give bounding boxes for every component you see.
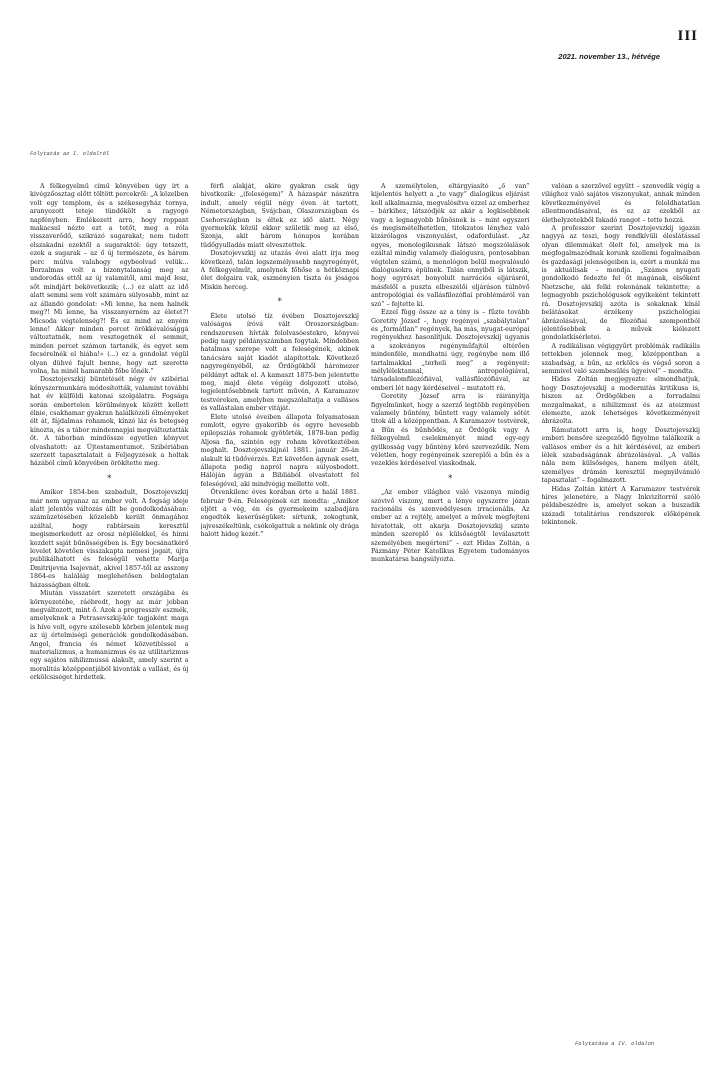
paragraph: Miután visszatért szeretett országába és környezetébe, ráébredt, hogy az már jobban megváltozott, mint ő. Azok a progresszív eszmék, amelyeknek a Petrasevszkij-kör tagjaként maga is híve volt, egyre szélesebb körben jelentek meg az új értelmiségi generációk gondolkodásában. Angol, francia és német közvetítéssel a materializmus, a humanizmus és az utilitarizmus egy sajátos nihilizmussá alakult, amely szerint a moralitás középpontjából kivonták a vallást, és új erkölcsiséget hirdettek.	[30, 590, 189, 682]
paragraph: Hidas Zoltán megjegyezte: elmondhatjuk, hogy Dosztojevszkij a modernitás kritikusa is, hiszen az Ördögökben a forradalmi mozgalmakat, a nihilizmust és az ateizmust elemezte, azok lehetséges következményeit ábrázolta.	[541, 376, 700, 426]
paragraph: férfi alakját, akire gyakran csak úgy hivatkozik: „(feleségem)” A házaspár nászútra indult, amely végül négy éven át tartott, Németországban, Svájcban, Olaszországban és Csehországban is éltek ez idő alatt. Négy gyermekük közül ekkor születik meg az első, Szonja, akit három hónapos korában tüdőgyulladás miatt elvesztettek.	[200, 183, 359, 249]
paragraph: Goretity József arra is ráirányítja figyelmünket, hogy a szerző legtöbb regényében valamely bűntény, bűntett vagy valamely sötét titok áll a középpontban. A Karamazov testvérek, a Bűn és bűnhődés, az Ördögök vagy A félkegyelmű cselekményét mind egy-egy gyilkosság vagy bűntény köré szerveződik. Nem véletlen, hogy regényeinek szereplői a bűn és a vezeklés kérdéseivel viaskodnak.	[371, 393, 530, 468]
paragraph: Amikor 1854-ben szabadult, Dosztojevszkij már nem ugyanaz az ember volt. A fogság ideje alatt jelentős változás állt be gondolkodásában: számüzetésében közelebb került önmagához azáltal, hogy rabtársain keresztül megismerkedett az orosz néplélekkel, és hinni kezdett saját bűnösségében is. Egy bocsánatkérő levelet követően visszakapta nemesi jogait, újra publikálhatott és feleségül vehette Marija Dmitrijevna Isajevnát, akivel 1857-től az asszony 1864-es haláláig meglehetősen boldogtalan házasságban éltek.	[30, 489, 189, 589]
continued-to-note: Folytatása a IV. oldalon	[575, 1040, 655, 1047]
paragraph: Hidas Zoltán kitért A Karamazov testvérek híres jelenetére, a Nagy Inkvizítorról szóló példabeszédre is, amelyet sokan a huszadik századi totalitárius rendszerek előképének tekintenek.	[541, 485, 700, 527]
section-separator: *	[448, 473, 453, 483]
article-body	[30, 183, 700, 1035]
paragraph: Dosztojevszkij büntetését négy év szibériai kényszermunkára módosították, valamint további hat év külföldi katonai szolgálatra. Fogsága során embertelen körülmények között kellett élnie, csakhamar gyakran halálközeli élményeket élt át, fájdalmas rohamok, kínzó láz és betegség kínozta, és a tábor mindennapjai megváltoztatták őt. A táborban mindössze egyetlen könyvet olvashatott: az Újtestamentumot. Szibériában szerzett tapasztalatait a Feljegyzések a holtak házából című könyvében örökítette meg.	[30, 376, 189, 468]
paragraph: A radikálisan végiggyűrt problémák radikális tettekben jelennek meg, középpontban a szabadság, a bűn, az erkölcs és végső soron a semmivel való szembesülés ügyeivel” – mondta.	[541, 342, 700, 375]
text-column-1	[30, 183, 189, 1035]
paragraph: A professzor szerint Dosztojevszkij igazán nagyyá az teszi, hogy rendkívüli éleslátással olyan dilemmákat ölelt fel, amelyek ma is megfogalmazódnak korunk szellemi fogalmaiban és gazdasági jelenségeiben is, ezért a munkái ma is aktuálisak – mondja. „Számos nyugati gondolkodó fedezte fel őt magának, elsőként Nietzsche, aki felki rokonának tekintette; a legnagyobb pszichológusok egyikeként tekintett rá. Dosztojevszkij azóta is sokaknak kínál belátásokat érzékeny pszichológiai ábrázolásával, de filozófiai szempontból jelentősebbek a művek kiélezett gondolatkísérletei.	[541, 225, 700, 342]
paragraph: „Az ember világhoz való viszonya mindig szóvivő viszony, mert a lénye egyszerre józan racionális és szenvedélyesen irracionális. Az ember az a rejtély, amelyet a művek megfejteni hivatottak, ott akarja Dosztojevszkij szinte minden szereplő és külsőségtől leválasztott személyében megérteni” – ezt Hidas Zoltán, a Pázmány Péter Katolikus Egyetem tudományos munkatársa hangsúlyozta.	[371, 489, 530, 564]
paragraph: A személytelen, eltárgyiasító „ő van” kijelentés helyett a „te vagy” dialogikus eljárást kell alkalmaznia, megvalósítva ezzel az emberhez – bárkihez, látszódjék az akár a legkisebbnek vagy a legnagyobb bűnösnek is – mint egyszeri és megismételhetetlen, titokzatos lényhez való kizárólagos viszonyulást, odafordulást. „Az egyes, monologikusnak látszó megszólalások ezáltal mindig valamely dialógusra, pontosabban végtelen számú, a monológon belül megvalósuló dialógusokra épülnek. Talán ennyiből is látszik, hogy egyrészt bonyolult narrációs eljárásról, másfelől a puszta elbeszélői eljáráson túlnövő antropológiai és vallásfilozófiai problémáról van szó” – fejtette ki.	[371, 183, 530, 308]
paragraph: Élete utolsó éveiben állapota folyamatosan romlott, egyre gyakoribb és egyre hevesebb epilepsziás rohamok gyötörték, 1878-ban pedig Aljosa fia, szintén egy roham következtében meghalt. Dosztojevszkijnél 1881. január 26-án alakult ki tüdővérzés. Ezt követően ágynak esett, állapota pedig napról napra súlyosbodott. Hálóján ágyán a Bibliából olvastatott fel feleségével, aki mindvégig mellette volt.	[200, 413, 359, 488]
paragraph: Élete utolsó tíz évében Dosztojevszkij valóságos íróvá vált Oroszországban: rendszeresen hívták felolvasóestekre, könyvei pedig nagy példányszámban fogytak. Mindebben hatalmas szerepe volt a feleségének, akinek tanácsára saját kiadót alapítottak. Következő nagyregényéből, az Ördögökből háromezer példányt adtak el. A kamaszt 1875-ben jelentette meg, majd élete végéig dolgozott utolsó, legjelentősebbnek tartott művén, A Karamazov testvéreken, amelyben megszólaltatja a vallásos és vallástalan ember vitáját.	[200, 312, 359, 413]
section-separator: *	[107, 473, 112, 483]
page-number: III	[677, 28, 698, 44]
paragraph: valóan a szerzővel együtt – szenvedik végig a világhoz való sajátos viszonyukat, annak minden következményével és feloldhatatlan ellentmondásaival, és ez az ezekből az élethelyzetekből fakadó rangot – tette hozzá.	[541, 183, 700, 224]
continued-from-note: Folytatás az I. oldalról	[30, 150, 110, 157]
issue-date: 2021. november 13., hétvége	[558, 52, 660, 61]
paragraph: Ezzel függ össze az a tény is – fűzte tovább Goretity József –, hogy regényei „szabálytalan” és „formátlan” regények, ha más, nyugat-európai regényekhez hasonlítjuk. Dosztojevszkij ugyanis a szokványos regényműfajtól eltérően mindenféle, mondhatni úgy, regénybe nem illő tartalmakkal „terheli meg” a regényeit: mélylélektannal, antropológiával, társadalomfilozófiával, vallásfilozófiával, az emberi lét nagy kérdéseivel – mutatott rá.	[371, 309, 530, 392]
text-column-4	[542, 183, 701, 1035]
text-column-2	[201, 183, 360, 1035]
paragraph: A félkegyelmű című könyvében úgy írt a kivégzőosztag előtt töltött percekről: „A közelben volt egy templom, és a székesegyház tornya, aranyozott teteje tündökölt a ragyogó napfényben. Emlékezett arra, hogy roppant makacsul nézte ezt a tetőt, meg a róla visszaverődő, szikrázó sugarakat; nem tudott elszakadni ezektől a sugaraktól: úgy tetszett, ezek a sugarak – az ő új természete, és három perc múlva valahogy egybeolvad velük... Borzalmas volt a bizonytalanság meg az undorodás ettől az új valamitől, ami majd lesz, sőt mindjárt bekövetkezik; (...) ez alatt az idő alatt semmi sem volt számára súlyosabb, mint az az állandó gondolat: »Mi lenne, ha nem halnék meg?! Mi lenne, ha visszanyerném az életet?! Micsoda végtelenség?! És ez mind az enyém lenne! Akkor minden percet örökkévalósággá változtatnék, nem vesztegetnék el semmit, minden percet számon tartanék, és egyet sem fecsérelnék el hiába!« (...) ez a gondolat végül olyan dühvé fajult benne, hogy azt szerette volna, ha minél hamarabb főbe lőnék.”	[30, 183, 189, 375]
section-separator: *	[277, 297, 282, 307]
paragraph: Ötvenkilenc éves korában érte a halál 1881. február 9-én. Feleségének ezt mondta: „Amikor eljött a vég, én és gyermekeim szabadjára engedték keserűségüket: sírtunk, zokogtunk, jajveszékeltünk, csókolgattuk a nekünk oly drága halott hideg kezét.”	[200, 489, 359, 539]
text-column-3	[371, 183, 530, 1035]
paragraph: Dosztojevszkij az utazás évei alatt írja meg következő, talán legszemélyesebb nagyregényét, A félkegyelműt, amelynek főhőse a hétköznapi élet dolgaira vak, eszményien tiszta és jóságos Miskin herceg.	[200, 250, 359, 291]
paragraph: Rámutatott arra is, hogy Dosztojevszkij emberi bensőre szegeződő figyelme találkozik a vallásos ember és a hit kérdésével, az emberi lélek szabadságának ábrázolásával. „A vallás nála nem külsőséges, hanem mélyen átélt, személyes drámán keresztül megnyilvánuló tapasztalat” – fogalmazott.	[541, 426, 700, 485]
